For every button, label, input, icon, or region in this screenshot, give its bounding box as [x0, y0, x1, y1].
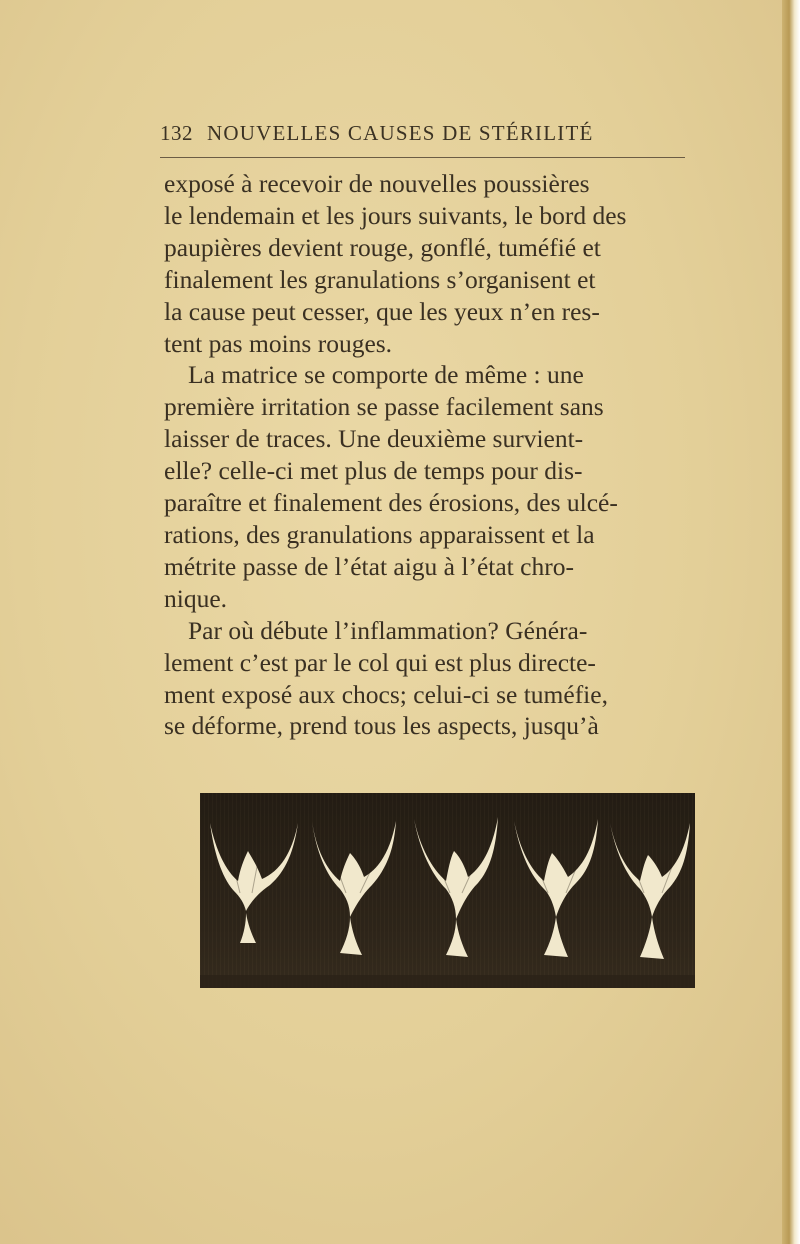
- text-line: exposé à recevoir de nouvelles poussières: [164, 169, 590, 198]
- text-line: tent pas moins rouges.: [164, 328, 393, 358]
- text-line: laisser de traces. Une deuxième survient-: [164, 424, 584, 454]
- illustration-svg: [200, 793, 695, 988]
- text-line: se déforme, prend tous les aspects, jusqu’à: [164, 711, 599, 741]
- text-line: paupières devient rouge, gonflé, tuméfié et: [164, 232, 601, 262]
- text-line: la cause peut cesser, que les yeux n’en res-: [164, 296, 600, 326]
- text-line: finalement les granulations s’organisent et: [164, 264, 596, 294]
- running-title: NOUVELLES CAUSES DE STÉRILITÉ: [207, 121, 594, 145]
- body-text: [164, 168, 704, 742]
- cervix-illustration: [200, 793, 695, 988]
- paragraph-1: [164, 168, 704, 359]
- text-line: elle? celle-ci met plus de temps pour dis-: [164, 456, 583, 486]
- header-rule: [160, 157, 685, 158]
- text-line: ment exposé aux chocs; celui-ci se tuméfie,: [164, 679, 608, 709]
- paragraph-3: [164, 615, 704, 743]
- text-line: Par où débute l’inflammation? Généra-: [188, 615, 588, 645]
- text-line: le lendemain et les jours suivants, le bord des: [164, 200, 627, 230]
- text-line: métrite passe de l’état aigu à l’état chro-: [164, 551, 574, 581]
- text-line: nique.: [164, 583, 228, 613]
- text-line: première irritation se passe facilement sans: [164, 392, 604, 422]
- page-number: 132: [160, 121, 193, 145]
- paragraph-2: [164, 359, 704, 614]
- page-edge: [782, 0, 800, 1244]
- text-line: paraître et finalement des érosions, des ulcé-: [164, 488, 618, 518]
- text-line: rations, des granulations apparaissent et la: [164, 519, 595, 549]
- text-line: La matrice se comporte de même : une: [188, 360, 584, 390]
- text-line: lement c’est par le col qui est plus directe-: [164, 647, 596, 677]
- running-header: [160, 121, 594, 146]
